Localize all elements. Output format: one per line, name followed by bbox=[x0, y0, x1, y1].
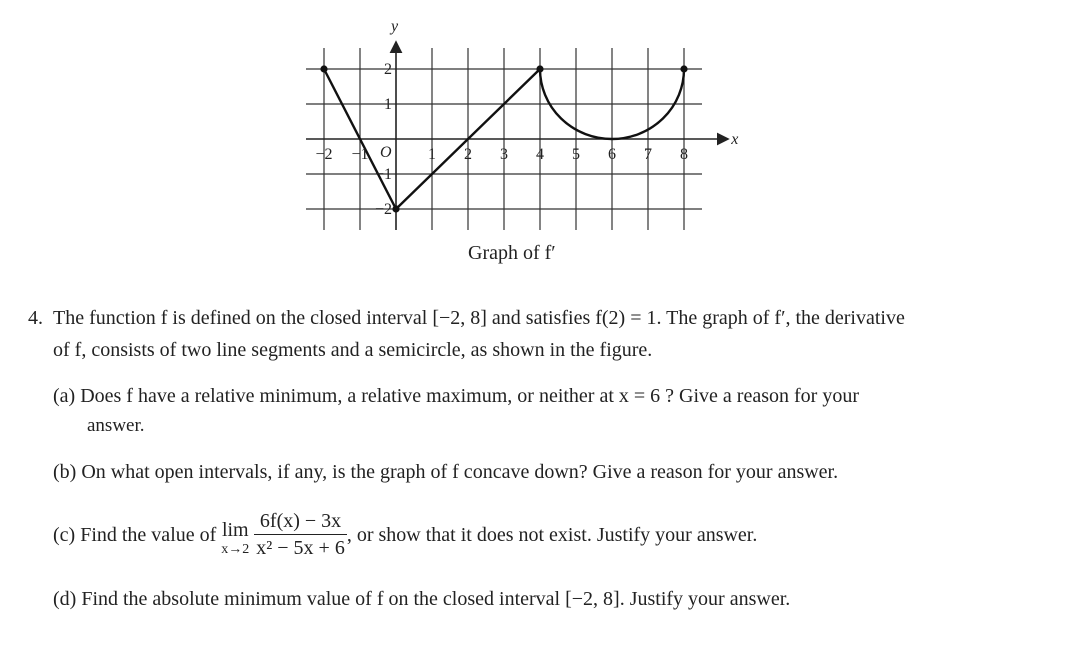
part-c-prefix: (c) Find the value of bbox=[53, 524, 217, 546]
y-tick-label: −2 bbox=[374, 201, 392, 218]
x-tick-label: 6 bbox=[608, 146, 616, 163]
part-c-suffix: , or show that it does not exist. Justify your answer. bbox=[346, 524, 758, 546]
x-tick-label: 4 bbox=[536, 146, 544, 163]
part-a-line-1: (a) Does f have a relative minimum, a relative maximum, or neither at x = 6 ? Give a reason for your bbox=[53, 385, 859, 407]
part-a-line-2: answer. bbox=[87, 415, 145, 436]
endpoint-dot bbox=[392, 205, 399, 212]
x-tick-label: 2 bbox=[464, 146, 472, 163]
x-tick-label: −1 bbox=[351, 146, 369, 163]
part-d: (d) Find the absolute minimum value of f on the closed interval [−2, 8]. Justify your answer. bbox=[53, 588, 791, 610]
limit-fraction bbox=[254, 508, 347, 561]
x-tick-label: 5 bbox=[572, 146, 580, 163]
endpoint-dot bbox=[680, 65, 687, 72]
tick-labels bbox=[315, 18, 738, 218]
part-c bbox=[53, 508, 757, 563]
limit-operator bbox=[221, 518, 249, 558]
y-axis-label: y bbox=[391, 17, 399, 35]
endpoint-dot bbox=[320, 65, 327, 72]
endpoint-dot bbox=[536, 65, 543, 72]
x-axis-label: x bbox=[731, 131, 739, 148]
question-number: 4. bbox=[28, 307, 43, 329]
origin-label: O bbox=[380, 144, 392, 161]
graph-of-f-prime bbox=[300, 10, 740, 235]
y-tick-label: 1 bbox=[384, 96, 392, 113]
part-b: (b) On what open intervals, if any, is the graph of f concave down? Give a reason for your answer. bbox=[53, 461, 839, 483]
x-tick-label: 1 bbox=[428, 146, 436, 163]
x-tick-label: 3 bbox=[500, 146, 508, 163]
y-tick-label: −1 bbox=[374, 166, 392, 183]
x-tick-label: −2 bbox=[315, 146, 333, 163]
limit-word: lim bbox=[221, 519, 249, 542]
question-intro-line-2: of f, consists of two line segments and a semicircle, as shown in the figure. bbox=[53, 339, 653, 361]
limit-subscript: x→2 bbox=[221, 542, 250, 558]
fraction-denominator: x² − 5x + 6 bbox=[256, 536, 345, 559]
x-tick-label: 7 bbox=[644, 146, 652, 163]
y-tick-label: 2 bbox=[384, 61, 392, 78]
fraction-numerator: 6f(x) − 3x bbox=[254, 508, 347, 535]
question-intro-line-1: The function f is defined on the closed interval [−2, 8] and satisfies f(2) = 1. The graph of f′, the derivative bbox=[53, 307, 905, 329]
x-tick-label: 8 bbox=[680, 146, 688, 163]
figure-caption: Graph of f′ bbox=[468, 242, 556, 264]
axes bbox=[306, 43, 727, 230]
